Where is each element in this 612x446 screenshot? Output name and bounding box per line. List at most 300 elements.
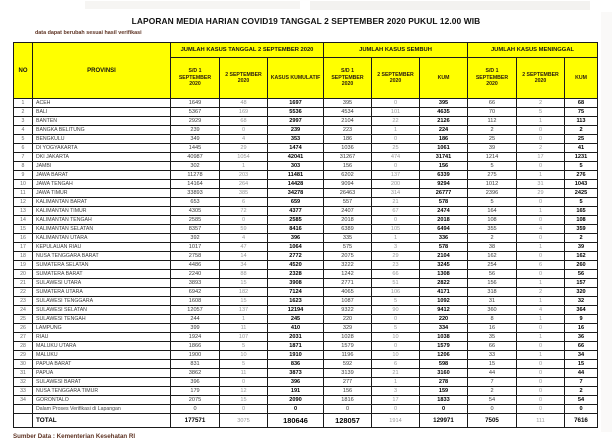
cell-cases-cumulative: 7124 <box>268 288 324 297</box>
cell-deaths-today: 0 <box>517 342 565 351</box>
province-name: SUMATERA BARAT <box>33 270 171 279</box>
row-number: 4 <box>14 126 33 135</box>
cell-cases-today: 11 <box>220 369 268 378</box>
table-row <box>14 216 598 225</box>
cell-recovered-today: 105 <box>372 225 420 234</box>
scan-artifact <box>601 12 612 432</box>
cell-recovered-prev: 186 <box>324 135 372 144</box>
cell-cases-today: 0 <box>220 378 268 387</box>
table-row <box>14 324 598 333</box>
cell-cases-prev: 12057 <box>171 306 220 315</box>
cell-cases-cumulative: 1474 <box>268 144 324 153</box>
cell-deaths-cumulative: 16 <box>565 324 598 333</box>
cell-recovered-cumulative: 4635 <box>420 108 468 117</box>
cell-cases-today: 15 <box>220 396 268 405</box>
cell-deaths-today: 1 <box>517 351 565 360</box>
cell-recovered-prev: 3139 <box>324 369 372 378</box>
cell-deaths-cumulative: 260 <box>565 261 598 270</box>
cell-cases-today: 15 <box>220 297 268 306</box>
table-row <box>14 270 598 279</box>
cell-cases-cumulative: 353 <box>268 135 324 144</box>
cell-deaths-today: 1 <box>517 297 565 306</box>
row-number: 1 <box>14 99 33 108</box>
row-number: 13 <box>14 207 33 216</box>
cell-deaths-cumulative: 276 <box>565 171 598 180</box>
cell-deaths-today: 0 <box>517 216 565 225</box>
cell-deaths-today: 0 <box>517 234 565 243</box>
cell-cases-today: 11 <box>220 324 268 333</box>
cell-deaths-prev: 162 <box>468 252 517 261</box>
cell-recovered-today: 10 <box>372 333 420 342</box>
cell-cases-prev: 1649 <box>171 99 220 108</box>
table-row <box>14 162 598 171</box>
cell-recovered-prev: 9322 <box>324 306 372 315</box>
cell-deaths-prev: 35 <box>468 333 517 342</box>
cell-cases-prev: 0 <box>171 405 220 414</box>
total-label: TOTAL <box>33 414 171 428</box>
cell-recovered-prev: 2018 <box>324 216 372 225</box>
province-name: LAMPUNG <box>33 324 171 333</box>
cell-deaths-today: 2 <box>517 99 565 108</box>
table-row <box>14 378 598 387</box>
table-row <box>14 396 598 405</box>
cell-recovered-today: 0 <box>372 162 420 171</box>
cell-deaths-prev: 38 <box>468 243 517 252</box>
cell-cases-prev: 8357 <box>171 225 220 234</box>
province-name: GORONTALO <box>33 396 171 405</box>
cell-deaths-cumulative: 2425 <box>565 189 598 198</box>
cell-deaths-today: 1 <box>517 207 565 216</box>
cell-recovered-prev: 277 <box>324 378 372 387</box>
table-row <box>14 342 598 351</box>
cell-cases-prev: 1017 <box>171 243 220 252</box>
province-name: MALUKU <box>33 351 171 360</box>
cell-recovered-prev: 575 <box>324 243 372 252</box>
cell-deaths-today: 0 <box>517 405 565 414</box>
cell-cases-prev: 4305 <box>171 207 220 216</box>
table-body <box>14 99 598 405</box>
cell-deaths-cumulative: 0 <box>565 405 598 414</box>
cell-deaths-prev: 164 <box>468 207 517 216</box>
row-number: 26 <box>14 324 33 333</box>
cell-deaths-today: 0 <box>517 126 565 135</box>
cell-recovered-today: 17 <box>372 396 420 405</box>
province-name: JAWA TENGAH <box>33 180 171 189</box>
cell-cases-prev: 14164 <box>171 180 220 189</box>
cell-cases-cumulative: 14428 <box>268 180 324 189</box>
cell-cases-cumulative: 2090 <box>268 396 324 405</box>
cell-cases-prev: 3862 <box>171 369 220 378</box>
row-number: 2 <box>14 108 33 117</box>
cell-cases-today: 182 <box>220 288 268 297</box>
cell-cases-today: 15 <box>220 279 268 288</box>
cell-deaths-prev: 16 <box>468 324 517 333</box>
cell-cases-cumulative: 3908 <box>268 279 324 288</box>
cell-deaths-prev: 15 <box>468 360 517 369</box>
cell-cases-cumulative: 2585 <box>268 216 324 225</box>
cell-deaths-cumulative: 39 <box>565 243 598 252</box>
province-name: SULAWESI TENGAH <box>33 315 171 324</box>
cell-recovered-cumulative: 1579 <box>420 342 468 351</box>
cell-recovered-cumulative: 220 <box>420 315 468 324</box>
row-number: 14 <box>14 216 33 225</box>
total-recovered-cumulative: 129971 <box>420 414 468 428</box>
cell-cases-prev: 1445 <box>171 144 220 153</box>
cell-deaths-cumulative: 157 <box>565 279 598 288</box>
cell-recovered-today: 67 <box>372 207 420 216</box>
disclaimer-note: data dapat berubah sesuai hasil verifikasi <box>35 30 142 36</box>
row-number: 9 <box>14 171 33 180</box>
cell-deaths-prev: 70 <box>468 108 517 117</box>
cell-deaths-today: 0 <box>517 162 565 171</box>
cell-deaths-today: 1 <box>517 243 565 252</box>
cell-recovered-today: 25 <box>372 144 420 153</box>
cell-deaths-today: 1 <box>517 333 565 342</box>
row-number: 28 <box>14 342 33 351</box>
table-row <box>14 126 598 135</box>
cell-cases-cumulative: 396 <box>268 378 324 387</box>
cell-deaths-today: 1 <box>517 117 565 126</box>
cell-deaths-cumulative: 36 <box>565 333 598 342</box>
cell-deaths-prev: 56 <box>468 270 517 279</box>
subheader-recovered-prev: S/D 1 SEPTEMBER 2020 <box>324 58 372 99</box>
cell-deaths-cumulative: 320 <box>565 288 598 297</box>
cell-deaths-cumulative: 5 <box>565 162 598 171</box>
row-number: 21 <box>14 279 33 288</box>
cell-cases-cumulative: 1064 <box>268 243 324 252</box>
cell-recovered-cumulative: 26777 <box>420 189 468 198</box>
cell-recovered-prev: 1087 <box>324 297 372 306</box>
cell-recovered-today: 6 <box>372 360 420 369</box>
cell-recovered-today: 5 <box>372 324 420 333</box>
cell-recovered-cumulative: 1038 <box>420 333 468 342</box>
row-number: 34 <box>14 396 33 405</box>
verification-row <box>14 405 598 414</box>
cell-cases-prev: 831 <box>171 360 220 369</box>
total-deaths-today: 111 <box>517 414 565 428</box>
table-row <box>14 198 598 207</box>
cell-cases-today: 10 <box>220 351 268 360</box>
cell-deaths-prev: 1214 <box>468 153 517 162</box>
cell-cases-prev: 653 <box>171 198 220 207</box>
verification-label: Dalam Proses Verifikasi di Lapangan <box>33 405 171 414</box>
cell-deaths-cumulative: 2 <box>565 234 598 243</box>
cell-cases-cumulative: 2328 <box>268 270 324 279</box>
cell-cases-today: 0 <box>220 405 268 414</box>
cell-deaths-prev: 1012 <box>468 180 517 189</box>
cell-deaths-today: 0 <box>517 396 565 405</box>
row-number: 27 <box>14 333 33 342</box>
cell-deaths-prev: 355 <box>468 225 517 234</box>
cell-deaths-cumulative: 113 <box>565 117 598 126</box>
table-row <box>14 306 598 315</box>
cell-deaths-prev: 112 <box>468 117 517 126</box>
cell-recovered-cumulative: 159 <box>420 387 468 396</box>
cell-cases-prev: 1866 <box>171 342 220 351</box>
cell-recovered-today: 5 <box>372 297 420 306</box>
cell-recovered-cumulative: 0 <box>420 405 468 414</box>
cell-recovered-today: 1 <box>372 234 420 243</box>
cell-cases-prev: 1608 <box>171 297 220 306</box>
cell-recovered-today: 90 <box>372 306 420 315</box>
total-cases-cumulative: 180646 <box>268 414 324 428</box>
province-name: DI YOGYAKARTA <box>33 144 171 153</box>
cell-cases-cumulative: 239 <box>268 126 324 135</box>
row-number: 24 <box>14 306 33 315</box>
row-number: 32 <box>14 378 33 387</box>
cell-deaths-cumulative: 41 <box>565 144 598 153</box>
cell-recovered-cumulative: 224 <box>420 126 468 135</box>
cell-deaths-today: 29 <box>517 189 565 198</box>
table-row <box>14 135 598 144</box>
row-number <box>14 405 33 414</box>
row-number: 23 <box>14 297 33 306</box>
cell-recovered-cumulative: 9412 <box>420 306 468 315</box>
cell-deaths-prev: 0 <box>468 405 517 414</box>
cell-recovered-today: 474 <box>372 153 420 162</box>
row-number: 33 <box>14 387 33 396</box>
cell-deaths-cumulative: 165 <box>565 207 598 216</box>
cell-deaths-cumulative: 56 <box>565 270 598 279</box>
cell-cases-today: 59 <box>220 225 268 234</box>
cell-cases-today: 0 <box>220 126 268 135</box>
cell-recovered-today: 0 <box>372 216 420 225</box>
cell-cases-today: 72 <box>220 207 268 216</box>
row-number: 20 <box>14 270 33 279</box>
cell-deaths-prev: 318 <box>468 288 517 297</box>
scan-artifact <box>85 1 300 9</box>
table-row <box>14 333 598 342</box>
province-name: KALIMANTAN TIMUR <box>33 207 171 216</box>
cell-cases-cumulative: 2031 <box>268 333 324 342</box>
cell-deaths-cumulative: 162 <box>565 252 598 261</box>
cell-recovered-prev: 329 <box>324 324 372 333</box>
cell-cases-today: 6 <box>220 198 268 207</box>
province-name: JAWA BARAT <box>33 171 171 180</box>
cell-cases-cumulative: 11481 <box>268 171 324 180</box>
cell-cases-cumulative: 4520 <box>268 261 324 270</box>
scan-artifact <box>310 1 590 10</box>
cell-cases-today: 4 <box>220 135 268 144</box>
cell-cases-today: 5 <box>220 342 268 351</box>
data-source-note: Sumber Data : Kementerian Kesehatan RI <box>13 433 136 440</box>
cell-deaths-today: 5 <box>517 108 565 117</box>
row-number: 29 <box>14 351 33 360</box>
cell-deaths-cumulative: 5 <box>565 198 598 207</box>
cell-recovered-cumulative: 1308 <box>420 270 468 279</box>
cell-recovered-prev: 1579 <box>324 342 372 351</box>
province-name: KALIMANTAN TENGAH <box>33 216 171 225</box>
cell-recovered-prev: 395 <box>324 99 372 108</box>
cell-deaths-prev: 360 <box>468 306 517 315</box>
cell-deaths-prev: 156 <box>468 279 517 288</box>
cell-deaths-prev: 44 <box>468 369 517 378</box>
province-name: BALI <box>33 108 171 117</box>
cell-recovered-prev: 592 <box>324 360 372 369</box>
province-name: NUSA TENGGARA TIMUR <box>33 387 171 396</box>
province-name: KEPULAUAN RIAU <box>33 243 171 252</box>
cell-recovered-prev: 3222 <box>324 261 372 270</box>
cell-cases-today: 48 <box>220 99 268 108</box>
province-name: SULAWESI SELATAN <box>33 306 171 315</box>
province-name: KALIMANTAN SELATAN <box>33 225 171 234</box>
cell-recovered-cumulative: 9294 <box>420 180 468 189</box>
cell-deaths-today: 1 <box>517 171 565 180</box>
cell-deaths-prev: 66 <box>468 342 517 351</box>
cell-cases-prev: 2240 <box>171 270 220 279</box>
cell-deaths-prev: 7 <box>468 378 517 387</box>
cell-deaths-prev: 66 <box>468 99 517 108</box>
cell-recovered-today: 101 <box>372 108 420 117</box>
total-cases-prev: 177571 <box>171 414 220 428</box>
cell-recovered-prev: 1242 <box>324 270 372 279</box>
cell-recovered-today: 0 <box>372 405 420 414</box>
cell-deaths-today: 0 <box>517 135 565 144</box>
cell-cases-cumulative: 34278 <box>268 189 324 198</box>
cell-recovered-cumulative: 2018 <box>420 216 468 225</box>
cell-deaths-prev: 8 <box>468 315 517 324</box>
cell-cases-today: 47 <box>220 243 268 252</box>
cell-recovered-prev: 2407 <box>324 207 372 216</box>
cell-deaths-today: 2 <box>517 288 565 297</box>
total-cases-today: 3075 <box>220 414 268 428</box>
cell-recovered-today: 0 <box>372 342 420 351</box>
cell-cases-today: 68 <box>220 117 268 126</box>
row-number: 19 <box>14 261 33 270</box>
cell-deaths-today: 0 <box>517 270 565 279</box>
cell-recovered-cumulative: 1206 <box>420 351 468 360</box>
cell-recovered-cumulative: 334 <box>420 324 468 333</box>
province-name: ACEH <box>33 99 171 108</box>
cell-deaths-today: 0 <box>517 387 565 396</box>
cell-cases-cumulative: 303 <box>268 162 324 171</box>
subheader-deaths-today: 2 SEPTEMBER 2020 <box>517 58 565 99</box>
cell-deaths-today: 0 <box>517 378 565 387</box>
table-row <box>14 153 598 162</box>
cell-cases-prev: 4486 <box>171 261 220 270</box>
cell-cases-prev: 3893 <box>171 279 220 288</box>
cell-cases-prev: 2075 <box>171 396 220 405</box>
cell-deaths-cumulative: 32 <box>565 297 598 306</box>
cell-recovered-today: 1 <box>372 378 420 387</box>
cell-deaths-cumulative: 9 <box>565 315 598 324</box>
table-row <box>14 180 598 189</box>
subheader-deaths-cumulative: KUM <box>565 58 598 99</box>
cell-cases-cumulative: 659 <box>268 198 324 207</box>
cell-recovered-cumulative: 395 <box>420 99 468 108</box>
row-number: 30 <box>14 360 33 369</box>
subheader-deaths-prev: S/D 1 SEPTEMBER 2020 <box>468 58 517 99</box>
cell-deaths-prev: 39 <box>468 144 517 153</box>
cell-cases-prev: 33893 <box>171 189 220 198</box>
cell-deaths-today: 4 <box>517 225 565 234</box>
cell-recovered-today: 29 <box>372 252 420 261</box>
cell-cases-cumulative: 8416 <box>268 225 324 234</box>
subheader-cases-prev: S/D 1 SEPTEMBER 2020 <box>171 58 220 99</box>
row-number: 31 <box>14 369 33 378</box>
group-header-deaths: JUMLAH KASUS MENINGGAL <box>468 43 598 58</box>
cell-recovered-cumulative: 3160 <box>420 369 468 378</box>
cell-deaths-prev: 2 <box>468 387 517 396</box>
cell-recovered-prev: 1816 <box>324 396 372 405</box>
cell-cases-prev: 1924 <box>171 333 220 342</box>
province-name: KALIMANTAN UTARA <box>33 234 171 243</box>
cell-cases-cumulative: 0 <box>268 405 324 414</box>
cell-deaths-today: 0 <box>517 360 565 369</box>
total-recovered-prev: 128057 <box>324 414 372 428</box>
cell-recovered-cumulative: 2822 <box>420 279 468 288</box>
subheader-cases-cumulative: KASUS KUMULATIF <box>268 58 324 99</box>
cell-recovered-cumulative: 6339 <box>420 171 468 180</box>
cell-deaths-cumulative: 2 <box>565 387 598 396</box>
cell-deaths-cumulative: 66 <box>565 342 598 351</box>
province-name: JAWA TIMUR <box>33 189 171 198</box>
cell-cases-today: 29 <box>220 144 268 153</box>
cell-cases-prev: 239 <box>171 126 220 135</box>
cell-cases-cumulative: 42041 <box>268 153 324 162</box>
cell-deaths-today: 1 <box>517 279 565 288</box>
province-name: PAPUA <box>33 369 171 378</box>
cell-recovered-prev: 156 <box>324 162 372 171</box>
cell-deaths-today: 31 <box>517 180 565 189</box>
cell-recovered-cumulative: 278 <box>420 378 468 387</box>
cell-cases-prev: 11278 <box>171 171 220 180</box>
subheader-recovered-today: 2 SEPTEMBER 2020 <box>372 58 420 99</box>
subheader-cases-today: 2 SEPTEMBER 2020 <box>220 58 268 99</box>
cell-deaths-prev: 2 <box>468 234 517 243</box>
cell-recovered-today: 0 <box>372 135 420 144</box>
cell-cases-cumulative: 410 <box>268 324 324 333</box>
cell-recovered-prev: 31267 <box>324 153 372 162</box>
cell-recovered-today: 3 <box>372 243 420 252</box>
province-name: SUMATERA SELATAN <box>33 261 171 270</box>
cell-recovered-cumulative: 598 <box>420 360 468 369</box>
cell-deaths-today: 0 <box>517 369 565 378</box>
table-row <box>14 369 598 378</box>
cell-recovered-prev: 156 <box>324 387 372 396</box>
table-row <box>14 252 598 261</box>
cell-recovered-cumulative: 578 <box>420 243 468 252</box>
row-number: 8 <box>14 162 33 171</box>
col-header-no: NO <box>14 43 33 99</box>
row-number: 15 <box>14 225 33 234</box>
cell-recovered-cumulative: 1061 <box>420 144 468 153</box>
cell-deaths-today: 4 <box>517 306 565 315</box>
row-number: 18 <box>14 252 33 261</box>
province-name: DKI JAKARTA <box>33 153 171 162</box>
cell-cases-cumulative: 3873 <box>268 369 324 378</box>
cell-recovered-cumulative: 1092 <box>420 297 468 306</box>
row-number: 17 <box>14 243 33 252</box>
cell-cases-today: 5 <box>220 360 268 369</box>
cell-recovered-prev: 557 <box>324 198 372 207</box>
table-row <box>14 288 598 297</box>
province-name: SULAWESI TENGGARA <box>33 297 171 306</box>
cell-recovered-today: 3 <box>372 387 420 396</box>
table-row <box>14 117 598 126</box>
cell-deaths-prev: 25 <box>468 135 517 144</box>
province-name: RIAU <box>33 333 171 342</box>
cell-recovered-today: 0 <box>372 315 420 324</box>
cell-cases-cumulative: 1623 <box>268 297 324 306</box>
cell-cases-cumulative: 836 <box>268 360 324 369</box>
cell-cases-prev: 349 <box>171 135 220 144</box>
cell-recovered-prev: 9094 <box>324 180 372 189</box>
cell-recovered-prev: 2771 <box>324 279 372 288</box>
cell-cases-today: 88 <box>220 270 268 279</box>
table-row <box>14 225 598 234</box>
cell-cases-today: 34 <box>220 261 268 270</box>
